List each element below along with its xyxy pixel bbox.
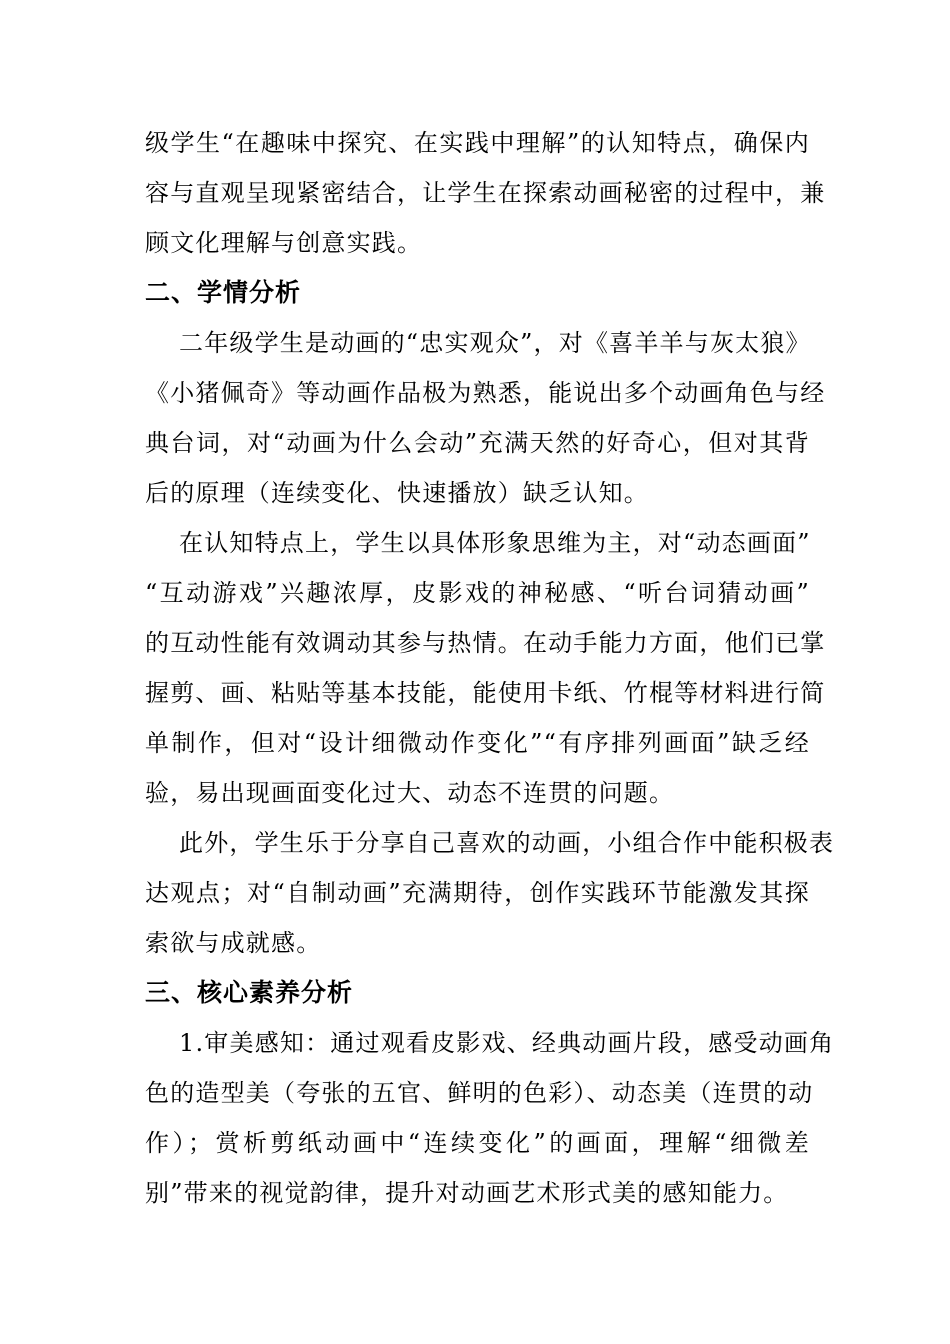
text-line: 在认知特点上，学生以具体形象思维为主，对“动态画面” — [179, 529, 811, 557]
paragraph — [145, 818, 835, 968]
document-page — [145, 118, 835, 1218]
paragraph — [145, 518, 826, 818]
text-line: 顾文化理解与创意实践。 — [145, 229, 423, 257]
text-line: 级学生“在趣味中探究、在实践中理解”的认知特点，确保内 — [145, 129, 810, 157]
text-line: 此外，学生乐于分享自己喜欢的动画，小组合作中能积极表 — [179, 829, 835, 857]
text-line: 二年级学生是动画的“忠实观众”，对《喜羊羊与灰太狼》 — [179, 329, 811, 357]
section-heading-learning-analysis: 二、学情分析 — [145, 278, 302, 307]
text-line: 《小猪佩奇》等动画作品极为熟悉，能说出多个动画角色与经 — [145, 379, 826, 407]
text-line: 的互动性能有效调动其参与热情。在动手能力方面，他们已掌 — [145, 629, 826, 657]
text-line: 索欲与成就感。 — [145, 929, 322, 957]
text-line: 单制作，但对“设计细微动作变化”“有序排列画面”缺乏经 — [145, 729, 810, 757]
text-line: 作）；赏析剪纸动画中“连续变化”的画面，理解“细微差 — [145, 1129, 810, 1157]
text-line: 达观点；对“自制动画”充满期待，创作实践环节能激发其探 — [145, 879, 810, 907]
text-line: 验，易出现画面变化过大、动态不连贯的问题。 — [145, 779, 675, 807]
paragraph — [145, 318, 826, 518]
text-line: 后的原理（连续变化、快速播放）缺乏认知。 — [145, 479, 649, 507]
section-heading-core-literacy: 三、核心素养分析 — [145, 978, 354, 1007]
text-line: 握剪、画、粘贴等基本技能，能使用卡纸、竹棍等材料进行简 — [145, 679, 826, 707]
text-line: 1.审美感知：通过观看皮影戏、经典动画片段，感受动画角 — [179, 1029, 835, 1057]
intro-paragraph — [145, 118, 826, 268]
text-line: “互动游戏”兴趣浓厚，皮影戏的神秘感、“听台词猜动画” — [145, 579, 810, 607]
paragraph — [145, 1018, 835, 1218]
text-line: 色的造型美（夸张的五官、鲜明的色彩）、动态美（连贯的动 — [145, 1079, 814, 1107]
text-line: 容与直观呈现紧密结合，让学生在探索动画秘密的过程中，兼 — [145, 179, 826, 207]
text-line: 别”带来的视觉韵律，提升对动画艺术形式美的感知能力。 — [145, 1179, 789, 1207]
text-line: 典台词，对“动画为什么会动”充满天然的好奇心，但对其背 — [145, 429, 810, 457]
